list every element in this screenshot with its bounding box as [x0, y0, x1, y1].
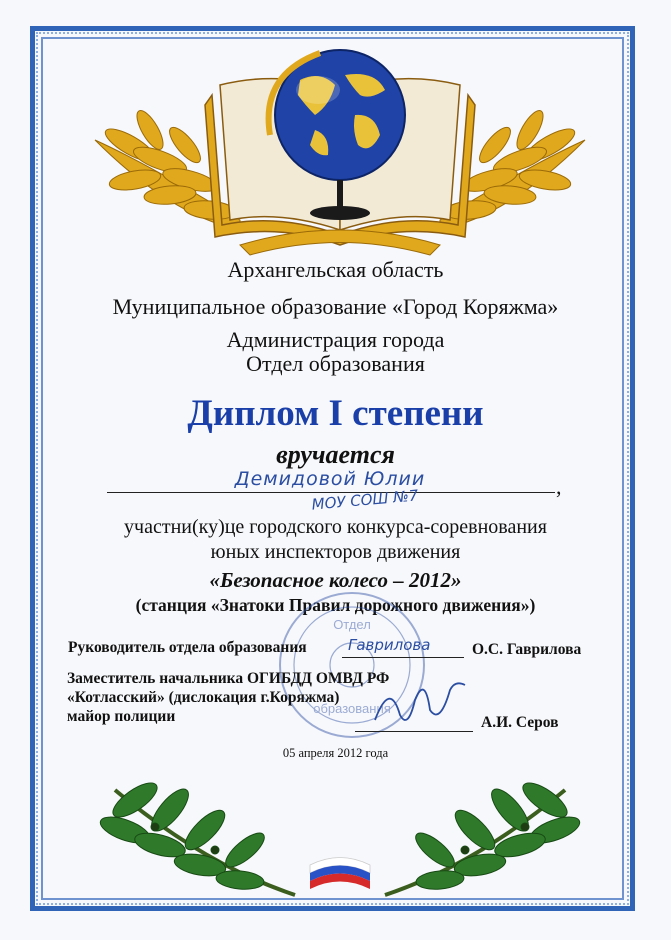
- deputy-title-line2: «Котласский» (дислокация г.Коряжма): [67, 689, 340, 706]
- green-laurel-branches: [95, 755, 585, 905]
- tricolor-ribbon: [310, 858, 370, 890]
- stamp-text-upper: Отдел: [333, 617, 371, 632]
- inspectors-text: юных инспекторов движения: [210, 541, 461, 563]
- globe-book-emblem: [90, 45, 590, 260]
- golden-ribbon: [240, 230, 440, 255]
- stamp-text-lower: образования: [313, 701, 391, 716]
- station-name: (станция «Знатоки Правил дорожного движения»): [135, 595, 536, 615]
- header-department: Отдел образования: [246, 351, 425, 376]
- header-region: Архангельская область: [227, 257, 444, 282]
- right-laurel-branch: [385, 777, 583, 895]
- head-of-department-title: Руководитель отдела образования: [68, 639, 307, 656]
- header-municipality: Муниципальное образование «Город Коряжма»: [112, 294, 559, 319]
- recipient-name: Демидовой Юлии: [234, 468, 426, 490]
- diploma-title: Диплом I степени: [187, 393, 484, 434]
- contest-name: «Безопасное колесо – 2012»: [209, 568, 462, 592]
- deputy-signature: [370, 670, 470, 732]
- deputy-rank: майор полиции: [67, 708, 176, 725]
- issue-date: 05 апреля 2012 года: [282, 746, 389, 760]
- head-signature-line: [342, 657, 464, 658]
- header-administration: Администрация города: [226, 327, 445, 352]
- left-laurel-branch: [97, 777, 295, 895]
- participant-text: участни(ку)це городского конкурса-соревнования: [124, 516, 547, 538]
- recipient-school: МОУ СОШ №7: [310, 486, 420, 514]
- awarded-text: вручается: [276, 440, 395, 469]
- recipient-comma: ,: [556, 474, 562, 499]
- head-signature: Гаврилова: [348, 636, 431, 654]
- recipient-underline: [107, 492, 555, 493]
- deputy-name: А.И. Серов: [481, 714, 559, 731]
- head-name: О.С. Гаврилова: [472, 641, 582, 658]
- deputy-title-line1: Заместитель начальника ОГИБДД ОМВД РФ: [67, 670, 390, 687]
